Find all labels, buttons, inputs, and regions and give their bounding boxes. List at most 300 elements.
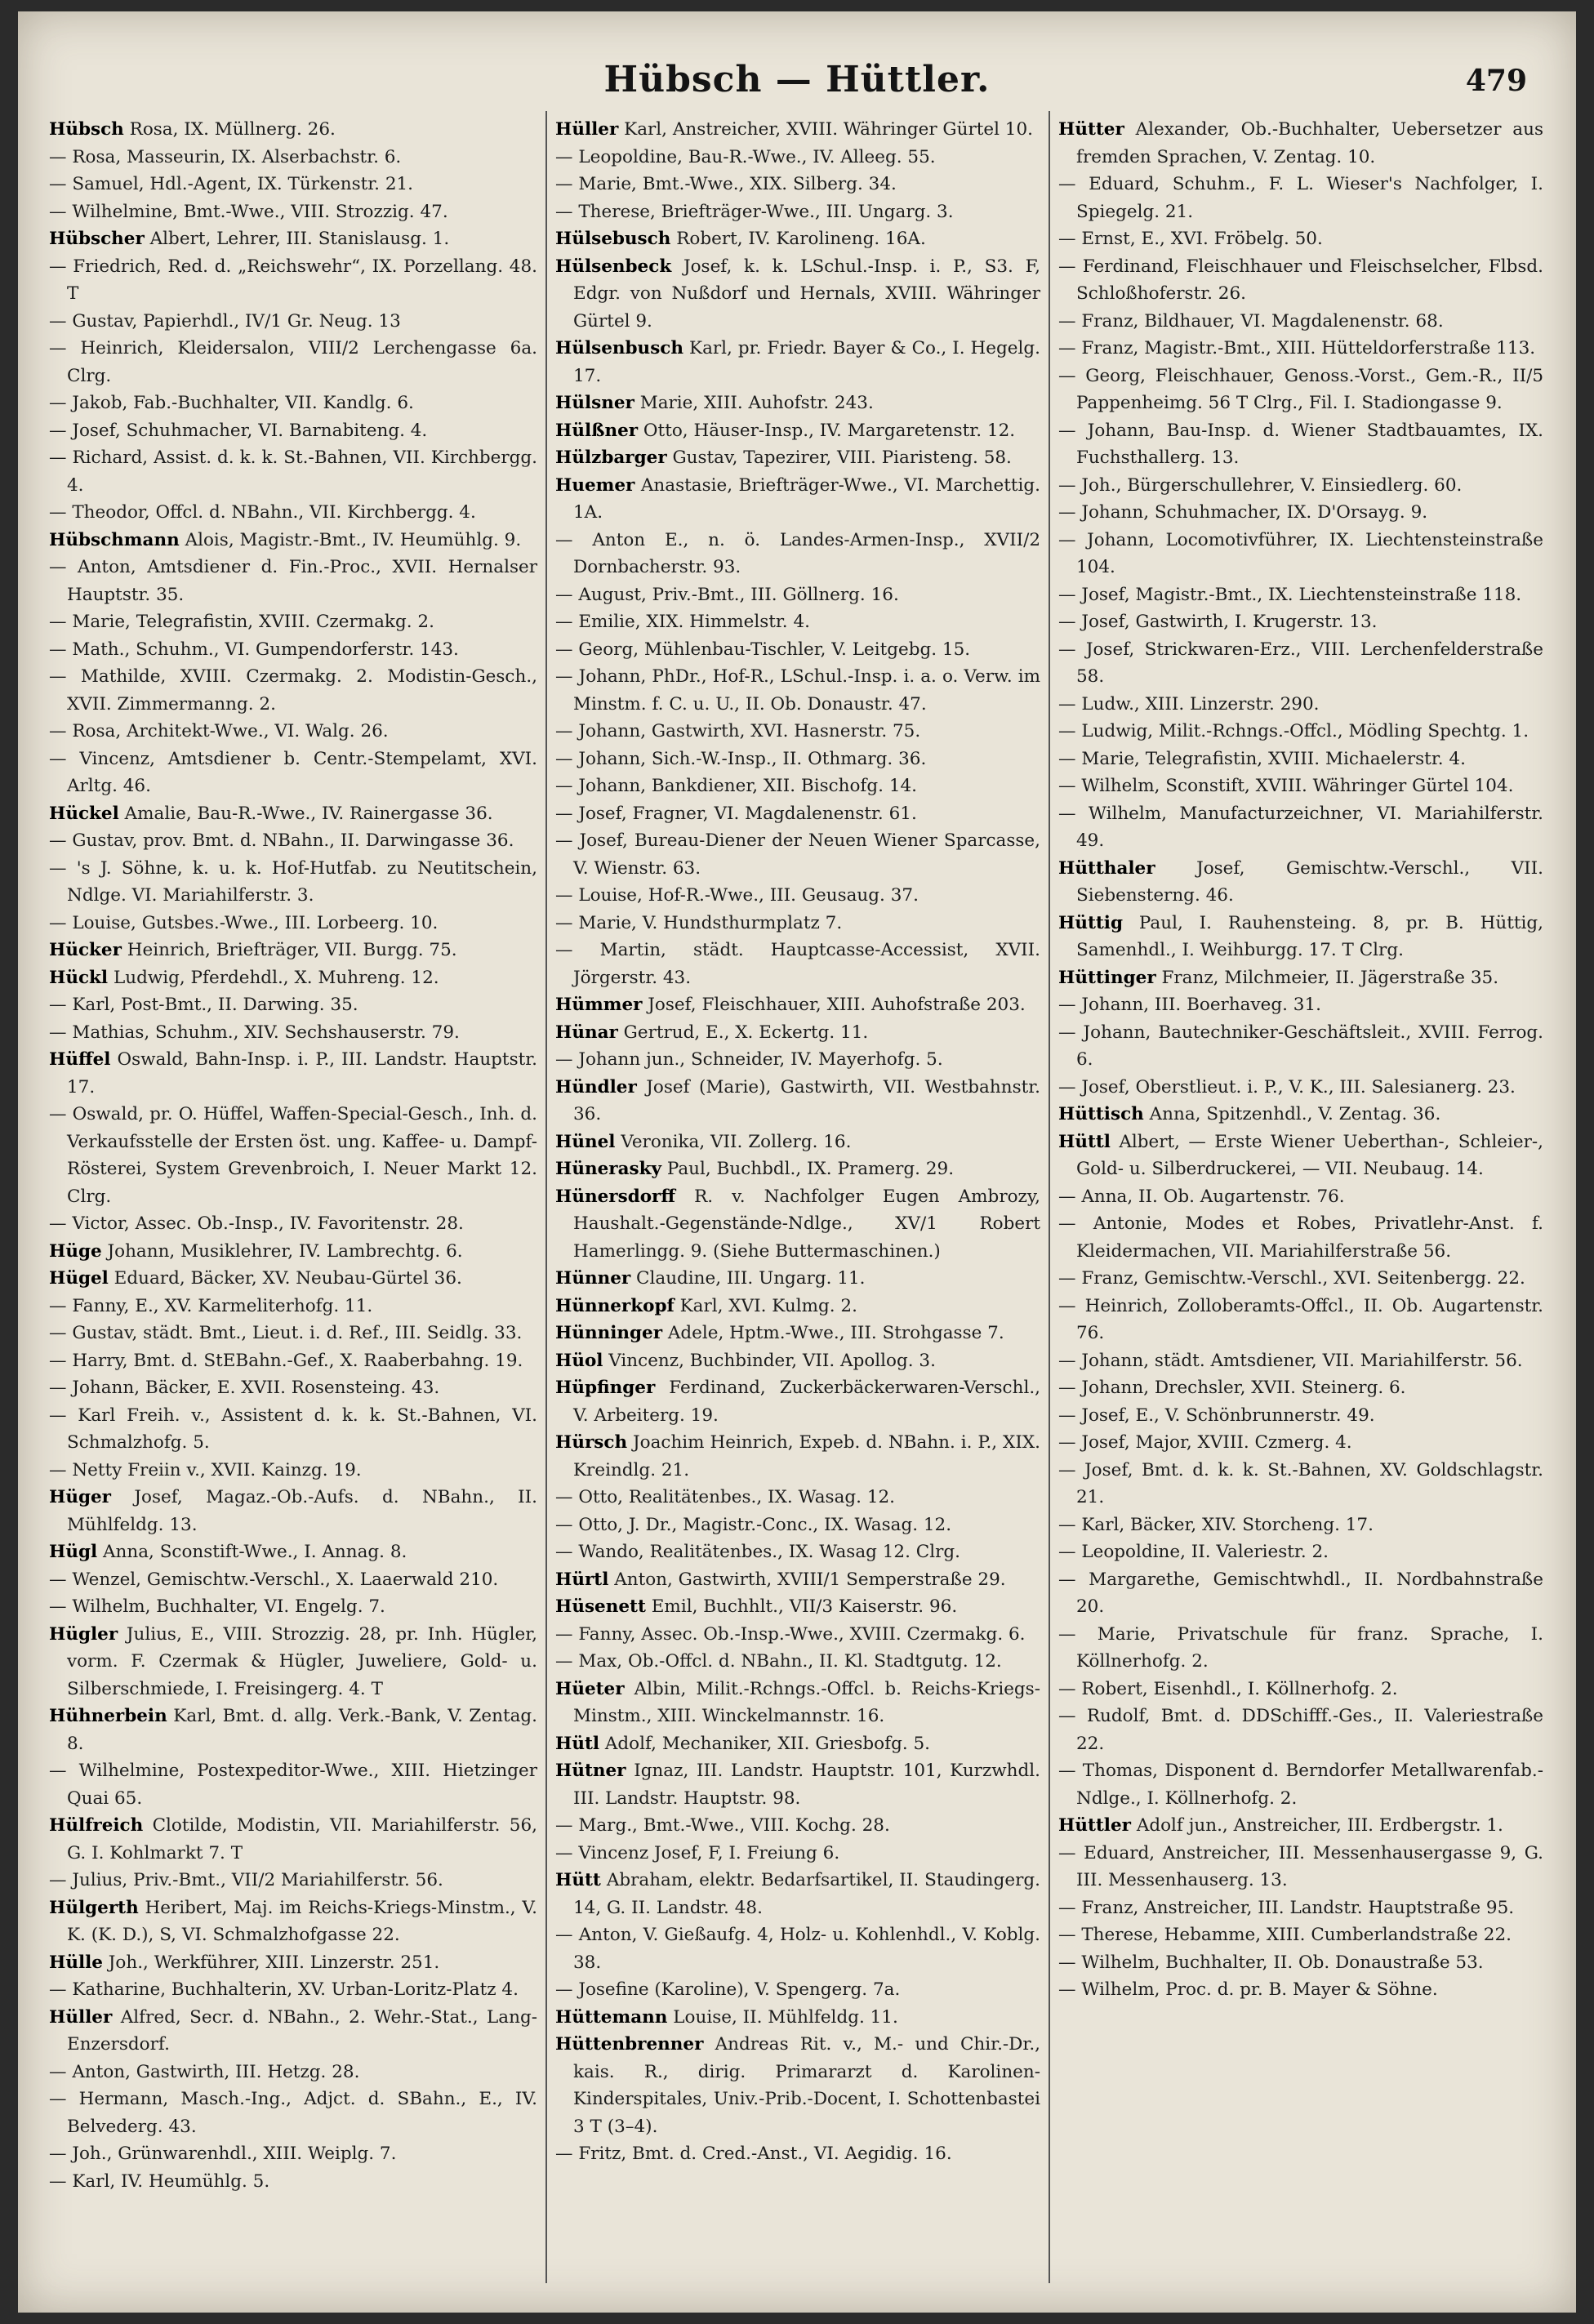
entry-text: Joh., Werkführer, XIII. Linzerstr. 251. (102, 1952, 440, 1973)
directory-entry (555, 472, 1040, 527)
directory-entry (555, 444, 1040, 472)
entry-text: Karl, XVI. Kulmg. 2. (674, 1295, 857, 1316)
entry-text: — Johann, Bau-Insp. d. Wiener Stadtbauamtes, IX. Fuchsthallerg. 13. (1058, 420, 1543, 468)
entry-text: — Anna, II. Ob. Augartenstr. 76. (1058, 1186, 1345, 1207)
entry-text: — Eduard, Anstreicher, III. Messenhausergasse 9, G. III. Messenhauserg. 13. (1058, 1842, 1543, 1890)
entry-text: Amalie, Bau-R.-Wwe., IV. Rainergasse 36. (118, 803, 493, 824)
directory-entry (1058, 800, 1543, 855)
entry-text: Robert, IV. Karolineng. 16A. (670, 229, 926, 249)
directory-entry (49, 444, 537, 499)
directory-entry (49, 964, 537, 992)
directory-entry (49, 636, 537, 664)
directory-entry (49, 1484, 537, 1538)
directory-entry (555, 116, 1040, 144)
directory-entry (1058, 225, 1543, 253)
entry-text: — Leopoldine, II. Valeriestr. 2. (1058, 1542, 1329, 1562)
entry-surname: Hürsch (555, 1432, 628, 1453)
entry-text: — Vincenz Josef, F, I. Freiung 6. (555, 1842, 840, 1863)
directory-entry (555, 772, 1040, 800)
entry-text: — Marie, Telegrafistin, XVIII. Czermakg. 2. (49, 612, 434, 632)
directory-entry (49, 746, 537, 800)
directory-entry (555, 527, 1040, 581)
entry-text: — Thomas, Disponent d. Berndorfer Metallwarenfab.-Ndlge., I. Köllnerhofg. 2. (1058, 1761, 1543, 1809)
entry-surname: Huemer (555, 474, 635, 496)
directory-entry (1058, 1812, 1543, 1840)
directory-entry (49, 1757, 537, 1812)
directory-entry (555, 991, 1040, 1019)
directory-entry (49, 827, 537, 855)
directory-entry (555, 608, 1040, 636)
directory-entry (49, 116, 537, 144)
directory-entry (49, 2086, 537, 2140)
directory-entry (49, 800, 537, 828)
entry-text: Paul, I. Rauhensteing. 8, pr. B. Hüttig, Samenhdl., I. Weihburgg. 17. T Clrg. (1076, 912, 1543, 960)
entry-text: — Leopoldine, Bau-R.-Wwe., IV. Alleeg. 55. (555, 146, 936, 167)
directory-entry (1058, 964, 1543, 992)
entry-text: Albin, Milit.-Rchngs.-Offcl. b. Reichs-Kriegs-Minstm., XIII. Winckelmannstr. 16. (573, 1678, 1040, 1726)
directory-entry (49, 2059, 537, 2086)
entry-text: — Katharine, Buchhalterin, XV. Urban-Loritz-Platz 4. (49, 1979, 519, 2000)
directory-entry (1058, 171, 1543, 225)
entry-text: — Franz, Anstreicher, III. Landstr. Hauptstraße 95. (1058, 1897, 1515, 1918)
directory-entry (49, 1402, 537, 1457)
directory-entry (555, 636, 1040, 664)
entry-surname: Hülgerth (49, 1897, 139, 1918)
directory-entry (555, 253, 1040, 336)
entry-text: Alois, Magistr.-Bmt., IV. Heumühlg. 9. (179, 529, 522, 550)
directory-entry (555, 1538, 1040, 1566)
entry-text: — Otto, Realitätenbes., IX. Wasag. 12. (555, 1487, 896, 1507)
directory-entry (555, 882, 1040, 910)
entry-text: — Johann, Bankdiener, XII. Bischofg. 14. (555, 776, 918, 796)
entry-text: — Heinrich, Kleidersalon, VIII/2 Lerchengasse 6a. Clrg. (49, 338, 537, 386)
directory-entry (1058, 636, 1543, 691)
directory-entry (555, 1265, 1040, 1293)
entry-surname: Hüller (49, 2006, 113, 2028)
entry-text: — Ludwig, Milit.-Rchngs.-Offcl., Mödling Spechtg. 1. (1058, 721, 1529, 741)
directory-entry (555, 827, 1040, 882)
entry-text: Josef, k. k. LSchul.-Insp. i. P., S3. F, Edgr. von Nußdorf und Hernals, XVIII. Währinger Gürtel 9. (573, 256, 1040, 332)
entry-text: Josef, Magaz.-Ob.-Aufs. d. NBahn., II. Mühlfeldg. 13. (67, 1487, 537, 1535)
entry-surname: Hüttenbrenner (555, 2034, 704, 2055)
directory-entry (49, 2168, 537, 2196)
directory-entry (555, 2004, 1040, 2032)
entry-text: Alexander, Ob.-Buchhalter, Uebersetzer aus fremden Sprachen, V. Zentag. 10. (1076, 119, 1543, 167)
entry-surname: Hühnerbein (49, 1706, 167, 1726)
entry-text: — Johann, Bautechniker-Geschäftsleit., XVIII. Ferrog. 6. (1058, 1022, 1543, 1070)
entry-text: Franz, Milchmeier, II. Jägerstraße 35. (1155, 967, 1499, 988)
entry-text: — Marie, Bmt.-Wwe., XIX. Silberg. 34. (555, 174, 897, 194)
entry-text: — Georg, Fleischhauer, Genoss.-Vorst., Gem.-R., II/5 Pappenheimg. 56 T Clrg., Fil. I. Stadiongasse 9. (1058, 365, 1543, 413)
directory-entry (49, 1949, 537, 1977)
directory-entry (49, 1867, 537, 1894)
directory-entry (555, 1019, 1040, 1047)
entry-text: Karl, pr. Friedr. Bayer & Co., I. Hegelg. 17. (573, 338, 1040, 386)
entry-surname: Hüttl (1058, 1131, 1111, 1152)
entry-text: Josef, Fleischhauer, XIII. Auhofstraße 203. (642, 995, 1026, 1015)
directory-entry (555, 1730, 1040, 1758)
entry-surname: Hünner (555, 1268, 631, 1289)
entry-text: — Johann, Sich.-W.-Insp., II. Othmarg. 36. (555, 748, 927, 769)
directory-entry (49, 335, 537, 390)
directory-entry (1058, 1074, 1543, 1102)
entry-text: — Vincenz, Amtsdiener b. Centr.-Stempelamt, XVI. Arltg. 46. (49, 748, 537, 796)
entry-text: — Wilhelmine, Bmt.-Wwe., VIII. Strozzig. 47. (49, 201, 448, 222)
directory-entry (1058, 116, 1543, 171)
entry-text: — Friedrich, Red. d. „Reichswehr“, IX. Porzellang. 48. T (49, 256, 537, 304)
entry-text: — Johann, Schuhmacher, IX. D'Orsayg. 9. (1058, 502, 1428, 523)
directory-entry (1058, 1429, 1543, 1457)
entry-text: — Johann, städt. Amtsdiener, VII. Mariahilferstr. 56. (1058, 1350, 1523, 1371)
entry-text: — Netty Freiin v., XVII. Kainzg. 19. (49, 1459, 362, 1480)
directory-page (18, 11, 1576, 2313)
directory-entry (49, 499, 537, 527)
entry-text: Paul, Buchbdl., IX. Pramerg. 29. (661, 1159, 955, 1179)
directory-entry (49, 1538, 537, 1566)
directory-entry (49, 1347, 537, 1375)
directory-entry (1058, 772, 1543, 800)
entry-text: — Otto, J. Dr., Magistr.-Conc., IX. Wasag. 12. (555, 1514, 952, 1535)
entry-text: — Josef, Oberstlieut. i. P., V. K., III. Salesianerg. 23. (1058, 1076, 1516, 1097)
directory-entry (49, 198, 537, 226)
directory-entry (555, 746, 1040, 773)
entry-surname: Hündler (555, 1076, 637, 1097)
directory-entry (49, 554, 537, 608)
entry-text: Andreas Rit. v., M.- und Chir.-Dr., kais. R., dirig. Primararzt d. Karolinen-Kinderspitales, Univ.-Prib.-Docent, I. Schottenbastei 3 T (3–4). (573, 2034, 1040, 2137)
entry-text: — Gustav, Papierhdl., IV/1 Gr. Neug. 13 (49, 310, 401, 332)
entry-text: Josef (Marie), Gastwirth, VII. Westbahnstr. 36. (573, 1076, 1040, 1124)
entry-text: — Mathilde, XVIII. Czermakg. 2. Modistin-Gesch., XVII. Zimmermanng. 2. (49, 666, 537, 715)
entry-text: — Wilhelm, Proc. d. pr. B. Mayer & Söhne. (1058, 1979, 1438, 2000)
entry-text: — Karl, Post-Bmt., II. Darwing. 35. (49, 995, 358, 1015)
entry-text: — 's J. Söhne, k. u. k. Hof-Hutfab. zu Neutitschein, Ndlge. VI. Mariahilferstr. 3. (49, 857, 537, 906)
entry-text: — Gustav, städt. Bmt., Lieut. i. d. Ref., III. Seidlg. 33. (49, 1323, 523, 1343)
directory-entry (1058, 910, 1543, 964)
entry-text: Adolf, Mechaniker, XII. Griesbofg. 5. (599, 1733, 931, 1754)
entry-text: Eduard, Bäcker, XV. Neubau-Gürtel 36. (108, 1268, 462, 1289)
entry-surname: Hückl (49, 967, 109, 988)
directory-entry (1058, 1511, 1543, 1539)
directory-entry (49, 1457, 537, 1485)
entry-text: Anna, Spitzenhdl., V. Zentag. 36. (1143, 1104, 1441, 1124)
entry-text: — Franz, Bildhauer, VI. Magdalenenstr. 68. (1058, 310, 1444, 332)
entry-surname: Hülfreich (49, 1815, 144, 1836)
entry-text: Gertrud, E., X. Eckertg. 11. (617, 1022, 869, 1043)
entry-text: Anna, Sconstift-Wwe., I. Annag. 8. (97, 1542, 407, 1562)
entry-text: — Oswald, pr. O. Hüffel, Waffen-Special-Gesch., Inh. d. Verkaufsstelle der Ersten öst. ung. Kaffee- u. Dampf-Rösterei, System Grevenbroich, I. Neuer Markt 12. Clrg. (49, 1104, 537, 1207)
entry-text: Adolf jun., Anstreicher, III. Erdbergstr. 1. (1130, 1815, 1503, 1836)
entry-surname: Hülsenbusch (555, 338, 684, 358)
directory-entry (49, 144, 537, 171)
entry-text: Karl, Bmt. d. allg. Verk.-Bank, V. Zentag. 8. (67, 1706, 537, 1754)
column-1 (42, 111, 545, 2283)
entry-text: — Marie, Telegrafistin, XVIII. Michaelerstr. 4. (1058, 748, 1466, 769)
entry-surname: Hülzbarger (555, 447, 667, 468)
entry-surname: Hünar (555, 1022, 618, 1043)
entry-text: — Johann, PhDr., Hof-R., LSchul.-Insp. i. a. o. Verw. im Minstm. f. C. u. U., II. Ob. Donaustr. 47. (555, 666, 1040, 715)
entry-text: — Josef, Schuhmacher, VI. Barnabiteng. 4. (49, 420, 428, 441)
directory-entry (555, 2031, 1040, 2140)
entry-surname: Hüttig (1058, 912, 1124, 933)
entry-text: — Josef, Gastwirth, I. Krugerstr. 13. (1058, 612, 1378, 632)
entry-surname: Hütter (1058, 119, 1124, 140)
directory-entry (1058, 718, 1543, 746)
directory-entry (49, 1374, 537, 1402)
directory-entry (49, 1320, 537, 1347)
entry-surname: Hüeter (555, 1678, 625, 1699)
entry-text: — Emilie, XIX. Himmelstr. 4. (555, 612, 810, 632)
directory-entry (1058, 691, 1543, 719)
entry-text: — Fritz, Bmt. d. Cred.-Anst., VI. Aegidig. 16. (555, 2144, 952, 2164)
directory-columns (42, 111, 1552, 2283)
directory-entry (1058, 1976, 1543, 2004)
directory-entry (1058, 1347, 1543, 1375)
directory-entry (49, 663, 537, 718)
entry-text: — Eduard, Schuhm., F. L. Wieser's Nachfolger, I. Spiegelg. 21. (1058, 174, 1543, 222)
column-2 (545, 111, 1049, 2283)
directory-entry (555, 718, 1040, 746)
entry-text: — Jakob, Fab.-Buchhalter, VII. Kandlg. 6. (49, 393, 414, 413)
entry-text: Emil, Buchhlt., VII/3 Kaiserstr. 96. (645, 1596, 958, 1617)
entry-text: — Wilhelm, Manufacturzeichner, VI. Mariahilferstr. 49. (1058, 803, 1543, 851)
entry-surname: Hüttler (1058, 1815, 1131, 1836)
entry-surname: Hülsenbeck (555, 256, 672, 277)
directory-entry (49, 937, 537, 964)
directory-entry (49, 1621, 537, 1703)
directory-entry (1058, 1019, 1543, 1074)
directory-entry (555, 198, 1040, 226)
entry-surname: Hüpfinger (555, 1378, 656, 1398)
entry-text: — Josef, Bmt. d. k. k. St.-Bahnen, XV. Goldschlagstr. 21. (1058, 1459, 1543, 1507)
directory-entry (555, 417, 1040, 445)
entry-text: Karl, Anstreicher, XVIII. Währinger Gürtel 10. (618, 119, 1033, 140)
entry-text: — Therese, Hebamme, XIII. Cumberlandstraße 22. (1058, 1925, 1512, 1945)
directory-entry (1058, 1265, 1543, 1293)
entry-text: Julius, E., VIII. Strozzig. 28, pr. Inh. Hügler, vorm. F. Czermak & Hügler, Juweliere, Gold- u. Silberschmiede, I. Freisingerg. 4. T (67, 1623, 537, 1699)
directory-entry (555, 1155, 1040, 1183)
directory-entry (49, 2004, 537, 2059)
entry-text: — Wilhelm, Buchhalter, II. Ob. Donaustraße 53. (1058, 1952, 1484, 1973)
directory-entry (555, 225, 1040, 253)
entry-text: — August, Priv.-Bmt., III. Göllnerg. 16. (555, 584, 899, 605)
entry-text: — Johann, Drechsler, XVII. Steinerg. 6. (1058, 1378, 1406, 1398)
directory-entry (49, 1265, 537, 1293)
entry-surname: Hüttisch (1058, 1104, 1144, 1124)
entry-text: Rosa, IX. Müllnerg. 26. (123, 119, 336, 140)
entry-surname: Hüsenett (555, 1596, 646, 1617)
directory-entry (1058, 855, 1543, 910)
entry-text: — Josef, Fragner, VI. Magdalenenstr. 61. (555, 803, 917, 824)
entry-text: — Ernst, E., XVI. Fröbelg. 50. (1058, 229, 1323, 249)
entry-text: — Mathias, Schuhm., XIV. Sechshauserstr. 79. (49, 1022, 460, 1043)
entry-surname: Hüttemann (555, 2006, 668, 2028)
entry-surname: Hügel (49, 1268, 109, 1289)
entry-surname: Hüol (555, 1350, 603, 1371)
directory-entry (1058, 1129, 1543, 1183)
directory-entry (1058, 335, 1543, 363)
directory-entry (49, 1812, 537, 1867)
entry-surname: Hülsner (555, 393, 634, 413)
directory-entry (555, 1867, 1040, 1921)
entry-text: Oswald, Bahn-Insp. i. P., III. Landstr. Hauptstr. 17. (67, 1049, 537, 1097)
entry-text: Heribert, Maj. im Reichs-Kriegs-Minstm., V. K. (K. D.), S, VI. Schmalzhofgasse 22. (67, 1897, 537, 1945)
directory-entry (555, 1812, 1040, 1840)
directory-entry (1058, 1538, 1543, 1566)
directory-entry (49, 1210, 537, 1238)
entry-text: Veronika, VII. Zollerg. 16. (615, 1131, 852, 1152)
entry-text: — Fanny, E., XV. Karmeliterhofg. 11. (49, 1295, 373, 1316)
directory-entry (555, 1074, 1040, 1129)
directory-entry (555, 390, 1040, 417)
entry-text: — Johann, Gastwirth, XVI. Hasnerstr. 75. (555, 721, 921, 741)
directory-entry (49, 1566, 537, 1594)
entry-text: Heinrich, Briefträger, VII. Burgg. 75. (121, 940, 457, 960)
directory-entry (555, 335, 1040, 390)
page-title: Hübsch — Hüttler. (603, 59, 991, 100)
directory-entry (1058, 1183, 1543, 1211)
directory-entry (1058, 1293, 1543, 1347)
directory-entry (1058, 1840, 1543, 1894)
entry-surname: Hüger (49, 1487, 111, 1507)
directory-entry (555, 1648, 1040, 1676)
column-3 (1049, 111, 1552, 2283)
directory-entry (555, 1840, 1040, 1868)
directory-entry (1058, 1210, 1543, 1265)
directory-entry (555, 1484, 1040, 1511)
entry-text: — Georg, Mühlenbau-Tischler, V. Leitgebg. 15. (555, 639, 971, 660)
directory-entry (49, 171, 537, 198)
entry-text: — Josef, Bureau-Diener der Neuen Wiener Sparcasse, V. Wienstr. 63. (555, 830, 1040, 879)
directory-entry (49, 1894, 537, 1949)
entry-text: — Fanny, Assec. Ob.-Insp.-Wwe., XVIII. Czermakg. 6. (555, 1623, 1026, 1645)
entry-text: — Joh., Bürgerschullehrer, V. Einsiedlerg. 60. (1058, 474, 1463, 496)
directory-entry (555, 1183, 1040, 1266)
directory-entry (555, 1374, 1040, 1429)
directory-entry (1058, 1949, 1543, 1977)
entry-text: — Franz, Gemischtw.-Verschl., XVI. Seitenbergg. 22. (1058, 1268, 1525, 1289)
entry-text: Albert, Lehrer, III. Stanislausg. 1. (144, 229, 450, 249)
entry-text: — Josef, E., V. Schönbrunnerstr. 49. (1058, 1405, 1375, 1426)
directory-entry (49, 1019, 537, 1047)
entry-surname: Hüge (49, 1240, 102, 1262)
directory-entry (555, 800, 1040, 828)
entry-text: — Marie, V. Hundsthurmplatz 7. (555, 912, 843, 933)
directory-entry (555, 171, 1040, 198)
entry-text: — Karl Freih. v., Assistent d. k. k. St.-Bahnen, VI. Schmalzhofg. 5. (49, 1405, 537, 1453)
directory-entry (1058, 1894, 1543, 1922)
entry-text: — Louise, Gutsbes.-Wwe., III. Lorbeerg. 10. (49, 912, 439, 933)
entry-text: — Marg., Bmt.-Wwe., VIII. Kochg. 28. (555, 1815, 890, 1836)
directory-entry (1058, 1374, 1543, 1402)
directory-entry (49, 608, 537, 636)
entry-text: — Margarethe, Gemischtwhdl., II. Nordbahnstraße 20. (1058, 1569, 1543, 1617)
entry-text: — Robert, Eisenhdl., I. Köllnerhofg. 2. (1058, 1678, 1398, 1699)
entry-text: Albert, — Erste Wiener Ueberthan-, Schleier-, Gold- u. Silberdruckerei, — VII. Neubaug. 14. (1076, 1131, 1543, 1179)
entry-text: Marie, XIII. Auhofstr. 243. (634, 393, 874, 413)
directory-entry (1058, 499, 1543, 527)
directory-entry (555, 1621, 1040, 1649)
entry-text: — Rosa, Masseurin, IX. Alserbachstr. 6. (49, 146, 402, 167)
entry-surname: Hülßner (555, 420, 639, 441)
entry-text: — Joh., Grünwarenhdl., XIII. Weiplg. 7. (49, 2144, 397, 2164)
entry-text: — Johann, Bäcker, E. XVII. Rosensteing. 43. (49, 1378, 440, 1398)
entry-surname: Hücker (49, 940, 122, 960)
entry-text: Louise, II. Mühlfeldg. 11. (667, 2006, 898, 2028)
entry-text: Clotilde, Modistin, VII. Mariahilferstr. 56, G. I. Kohlmarkt 7. T (67, 1815, 537, 1863)
entry-text: Claudine, III. Ungarg. 11. (630, 1268, 866, 1289)
entry-text: Adele, Hptm.-Wwe., III. Strohgasse 7. (662, 1323, 1004, 1343)
directory-entry (1058, 308, 1543, 336)
directory-entry (555, 1676, 1040, 1730)
directory-entry (1058, 472, 1543, 500)
entry-text: — Josefine (Karoline), V. Spengerg. 7a. (555, 1979, 901, 2000)
directory-entry (1058, 746, 1543, 773)
directory-entry (555, 1046, 1040, 1074)
entry-text: Alfred, Secr. d. NBahn., 2. Wehr.-Stat., Lang-Enzersdorf. (67, 2006, 537, 2055)
entry-text: Abraham, elektr. Bedarfsartikel, II. Staudingerg. 14, G. II. Landstr. 48. (573, 1870, 1040, 1918)
directory-entry (1058, 1703, 1543, 1757)
directory-entry (1058, 1676, 1543, 1703)
entry-text: — Wilhelm, Buchhalter, VI. Engelg. 7. (49, 1596, 385, 1617)
entry-text: — Josef, Major, XVIII. Czmerg. 4. (1058, 1432, 1352, 1453)
directory-entry (1058, 1757, 1543, 1812)
entry-text: — Anton, Amtsdiener d. Fin.-Proc., XVII. Hernalser Hauptstr. 35. (49, 557, 537, 605)
directory-entry (555, 1347, 1040, 1375)
directory-entry (49, 718, 537, 746)
directory-entry (555, 937, 1040, 991)
directory-entry (1058, 581, 1543, 609)
directory-entry (555, 663, 1040, 718)
directory-entry (1058, 527, 1543, 581)
directory-entry (555, 1976, 1040, 2004)
entry-text: Otto, Häuser-Insp., IV. Margaretenstr. 12. (638, 420, 1016, 441)
directory-entry (555, 1320, 1040, 1347)
directory-entry (1058, 1566, 1543, 1621)
entry-surname: Hübscher (49, 229, 145, 249)
entry-surname: Hümmer (555, 995, 643, 1015)
entry-surname: Hünerasky (555, 1159, 662, 1179)
entry-text: — Max, Ob.-Offcl. d. NBahn., II. Kl. Stadtgutg. 12. (555, 1651, 1002, 1672)
directory-entry (49, 390, 537, 417)
directory-entry (1058, 253, 1543, 308)
directory-entry (49, 527, 537, 554)
directory-entry (49, 308, 537, 336)
directory-entry (49, 1046, 537, 1101)
entry-text: — Harry, Bmt. d. StEBahn.-Gef., X. Raaberbahng. 19. (49, 1350, 523, 1371)
page-number: 479 (1465, 64, 1527, 98)
entry-text: Josef, Gemischtw.-Verschl., VII. Siebensterng. 46. (1076, 857, 1543, 906)
entry-text: — Martin, städt. Hauptcasse-Accessist, XVII. Jörgerstr. 43. (555, 940, 1040, 988)
entry-surname: Hünersdorff (555, 1186, 676, 1207)
directory-entry (49, 1101, 537, 1210)
entry-surname: Hüttinger (1058, 967, 1156, 988)
directory-entry (555, 1921, 1040, 1976)
directory-entry (1058, 1101, 1543, 1129)
directory-entry (1058, 363, 1543, 417)
entry-text: — Rosa, Architekt-Wwe., VI. Walg. 26. (49, 721, 389, 741)
entry-text: — Gustav, prov. Bmt. d. NBahn., II. Darwingasse 36. (49, 830, 514, 851)
directory-entry (49, 1293, 537, 1320)
entry-surname: Hübsch (49, 119, 124, 140)
directory-entry (555, 1129, 1040, 1156)
directory-entry (1058, 1402, 1543, 1430)
entry-text: — Josef, Magistr.-Bmt., IX. Liechtensteinstraße 118. (1058, 584, 1522, 605)
directory-entry (555, 1593, 1040, 1621)
entry-text: — Marie, Privatschule für franz. Sprache, I. Köllnerhofg. 2. (1058, 1623, 1543, 1672)
entry-text: — Johann jun., Schneider, IV. Mayerhofg. 5. (555, 1049, 943, 1070)
entry-text: — Wilhelmine, Postexpeditor-Wwe., XIII. Hietzinger Quai 65. (49, 1761, 537, 1809)
entry-surname: Hünninger (555, 1323, 663, 1343)
